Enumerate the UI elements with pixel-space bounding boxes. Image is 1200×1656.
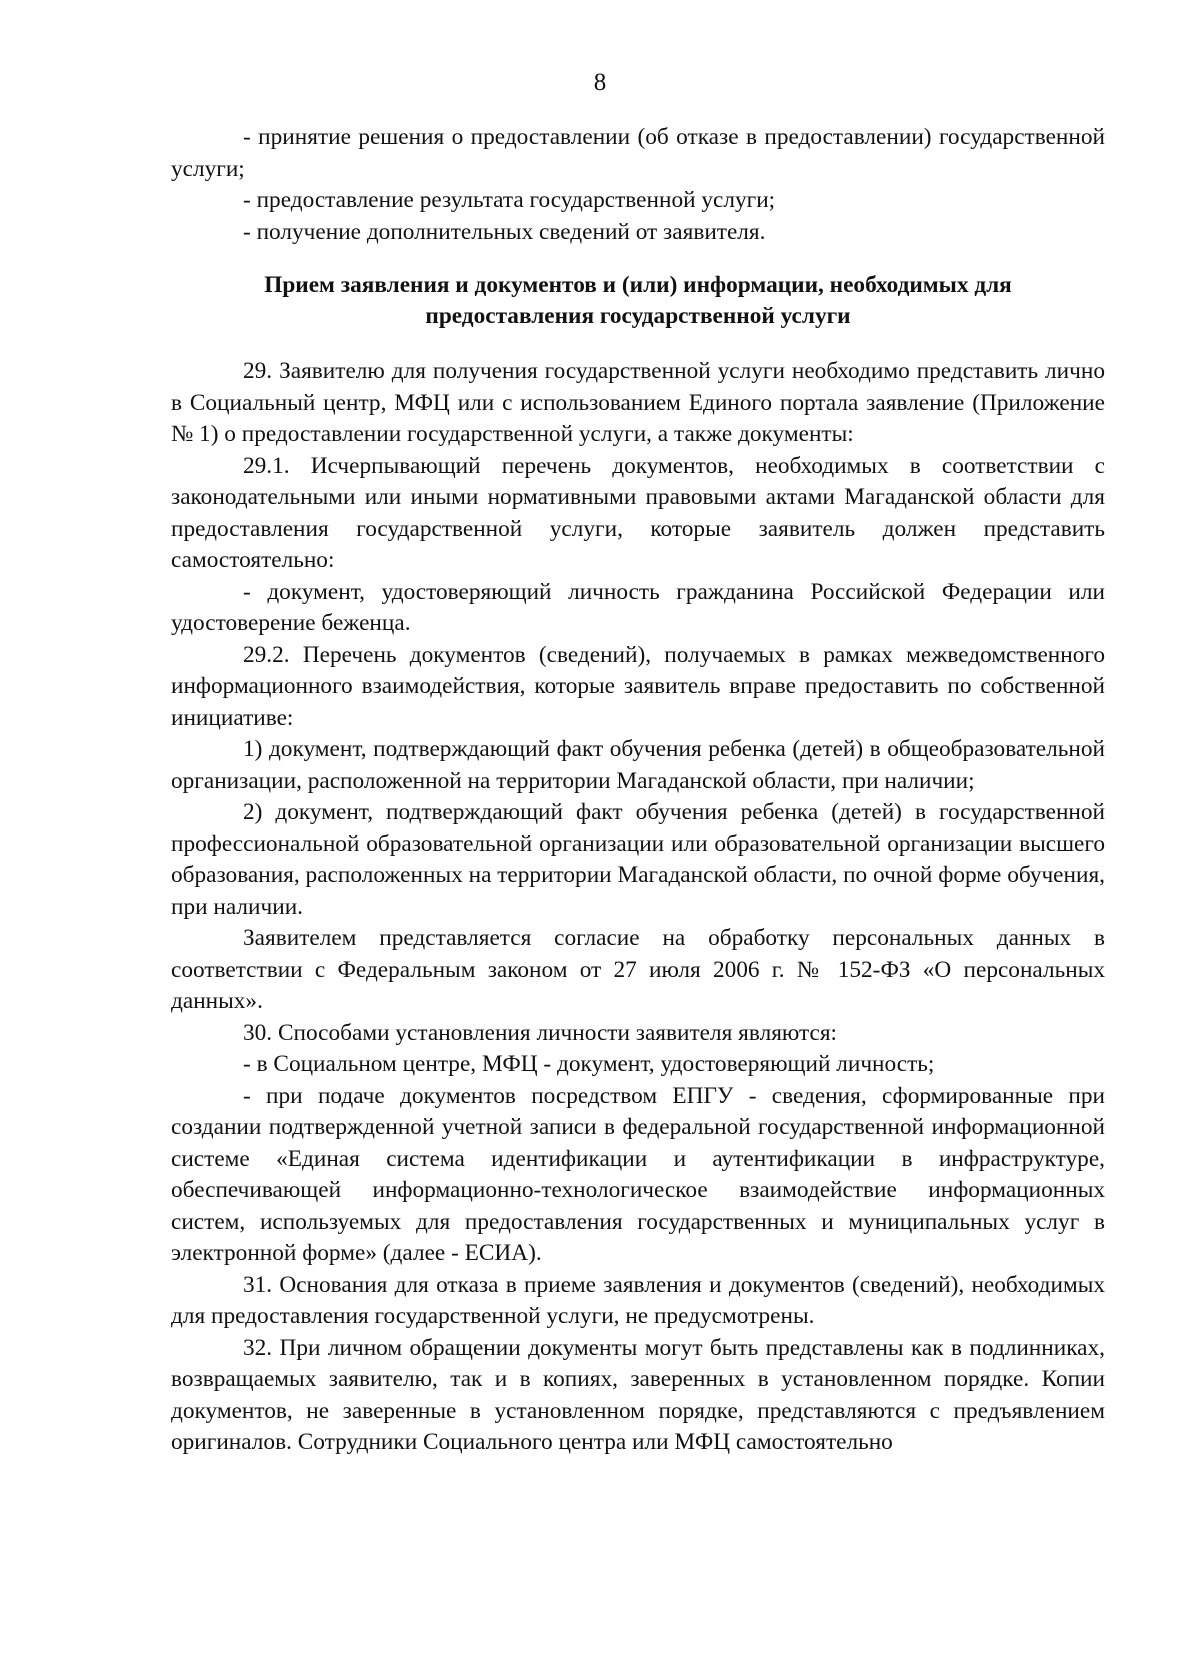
paragraph-29-2: 29.2. Перечень документов (сведений), получаемых в рамках межведомственного информационного взаимодействия, которые заявитель вправе предоставить по собственной инициативе: bbox=[171, 641, 1105, 731]
paragraph-30: 30. Способами установления личности заявителя являются: bbox=[243, 1019, 838, 1046]
paragraph-29-1: 29.1. Исчерпывающий перечень документов, необходимых в соответствии с законодательными или иными нормативными правовыми актами Магаданской области для предоставления государственной услуги, которые заявитель должен представить самостоятельно: bbox=[171, 452, 1105, 573]
document-body bbox=[171, 122, 1105, 1459]
paragraph-29-1-item: - документ, удостоверяющий личность гражданина Российской Федерации или удостоверение беженца. bbox=[171, 578, 1105, 636]
list-item: - получение дополнительных сведений от заявителя. bbox=[243, 218, 766, 245]
paragraph-30-item-2: - при подаче документов посредством ЕПГУ - сведения, сформированные при создании подтвержденной учетной записи в федеральной государственной информационной системе «Единая система идентификации и аутентификации в инфраструктуре, обеспечивающей информационно-технологическое взаимодействие информационных систем, используемых для предоставления государственных и муниципальных услуг в электронной форме» (далее - ЕСИА). bbox=[171, 1082, 1105, 1266]
list-item: - предоставление результата государственной услуги; bbox=[243, 187, 776, 213]
paragraph-32: 32. При личном обращении документы могут быть представлены как в подлинниках, возвращаемых заявителю, так и в копиях, заверенных в установленном порядке. Копии документов, не заверенные в установленном порядке, представляются с предъявлением оригиналов. Сотрудники Социального центра или МФЦ самостоятельно bbox=[171, 1334, 1105, 1455]
paragraph-31: 31. Основания для отказа в приеме заявления и документов (сведений), необходимых для предоставления государственной услуги, не предусмотрены. bbox=[171, 1271, 1105, 1329]
section-heading: Прием заявления и документов и (или) информации, необходимых для предоставления государственной услуги bbox=[264, 272, 1012, 329]
paragraph-29: 29. Заявителю для получения государственной услуги необходимо представить лично в Социальный центр, МФЦ или с использованием Единого портала заявление (Приложение № 1) о предоставлении государственной услуги, а также документы: bbox=[171, 358, 1105, 447]
paragraph-29-2-item-2: 2) документ, подтверждающий факт обучения ребенка (детей) в государственной профессиональной образовательной организации или образовательной организации высшего образования, расположенных на территории Магаданской области, по очной форме обучения, при наличии. bbox=[171, 799, 1105, 920]
list-item: - принятие решения о предоставлении (об отказе в предоставлении) государственной услуги; bbox=[171, 124, 1105, 182]
paragraph-30-item-1: - в Социальном центре, МФЦ - документ, удостоверяющий личность; bbox=[243, 1051, 935, 1077]
paragraph-consent: Заявителем представляется согласие на обработку персональных данных в соответствии с Федеральным законом от 27 июля 2006 г. № 152-ФЗ «О персональных данных». bbox=[171, 925, 1105, 1014]
page-number: 8 bbox=[593, 69, 607, 96]
paragraph-29-2-item-1: 1) документ, подтверждающий факт обучения ребенка (детей) в общеобразовательной организации, расположенной на территории Магаданской области, при наличии; bbox=[171, 736, 1105, 794]
